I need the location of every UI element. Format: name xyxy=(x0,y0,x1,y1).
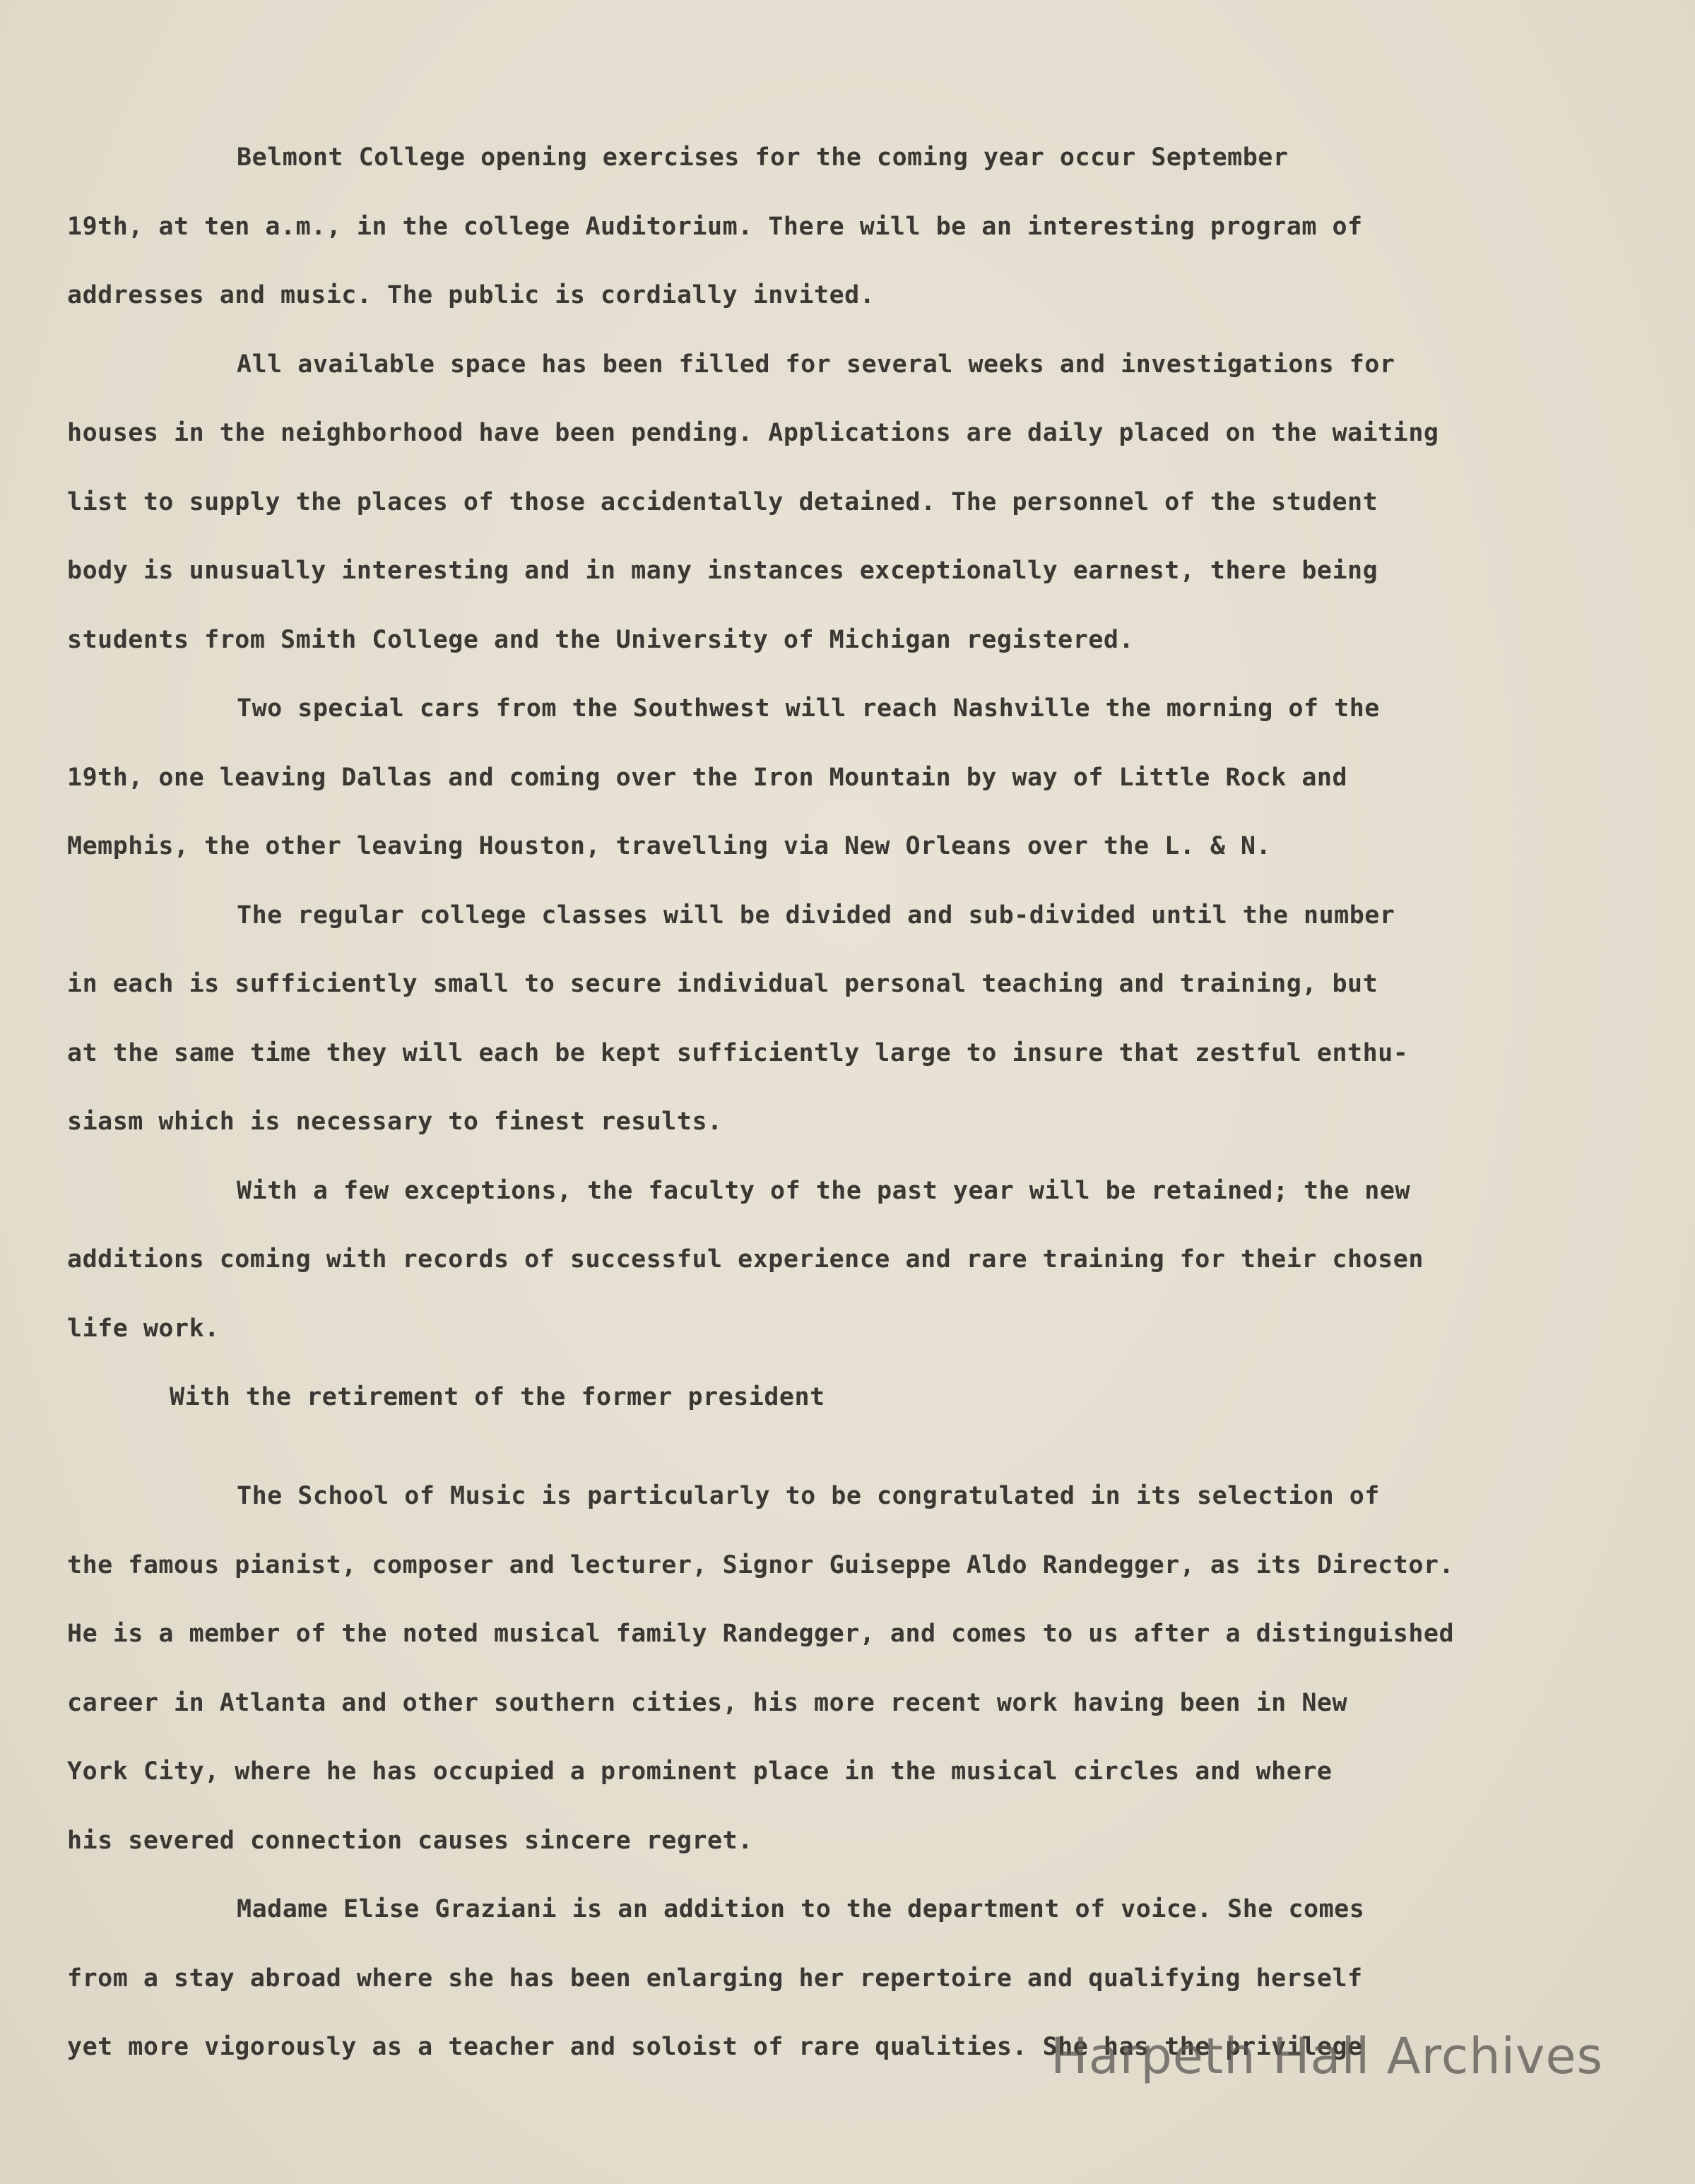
text-line: in each is sufficiently small to secure individual personal teaching and training, but xyxy=(67,970,1378,998)
text-line: The regular college classes will be divided and sub-divided until the number xyxy=(237,901,1395,930)
text-line: at the same time they will each be kept sufficiently large to insure that zestful enthu- xyxy=(67,1038,1409,1067)
text-line: Two special cars from the Southwest will reach Nashville the morning of the xyxy=(237,694,1380,723)
text-line: body is unusually interesting and in many instances exceptionally earnest, there being xyxy=(67,557,1378,585)
text-line: With a few exceptions, the faculty of the past year will be retained; the new xyxy=(237,1176,1411,1205)
text-line: his severed connection causes sincere regret. xyxy=(67,1826,753,1855)
text-line: All available space has been filled for several weeks and investigations for xyxy=(237,350,1395,379)
text-line: siasm which is necessary to finest results. xyxy=(67,1108,723,1136)
text-line: 19th, one leaving Dallas and coming over the Iron Mountain by way of Little Rock and xyxy=(67,763,1348,792)
archive-watermark: Harpeth Hall Archives xyxy=(1051,2027,1603,2085)
text-line: He is a member of the noted musical family Randegger, and comes to us after a distinguished xyxy=(67,1620,1455,1648)
text-line: houses in the neighborhood have been pending. Applications are daily placed on the waiting xyxy=(67,419,1439,447)
text-line: Memphis, the other leaving Houston, travelling via New Orleans over the L. & N. xyxy=(67,832,1272,860)
text-line: additions coming with records of successful experience and rare training for their chosen xyxy=(67,1245,1424,1274)
text-line: Belmont College opening exercises for the coming year occur September xyxy=(237,143,1289,172)
text-line: 19th, at ten a.m., in the college Auditorium. There will be an interesting program of xyxy=(67,212,1363,241)
text-line: the famous pianist, composer and lecturer, Signor Guiseppe Aldo Randegger, as its Director. xyxy=(67,1550,1455,1579)
text-line: students from Smith College and the University of Michigan registered. xyxy=(67,625,1135,654)
text-line: list to supply the places of those accidentally detained. The personnel of the student xyxy=(67,487,1378,516)
text-line: career in Atlanta and other southern cities, his more recent work having been in New xyxy=(67,1688,1348,1717)
text-line: With the retirement of the former president xyxy=(170,1383,825,1411)
text-line: York City, where he has occupied a prominent place in the musical circles and where xyxy=(67,1757,1333,1786)
text-line: The School of Music is particularly to be congratulated in its selection of xyxy=(237,1482,1380,1510)
text-line: from a stay abroad where she has been enlarging her repertoire and qualifying herself xyxy=(67,1964,1363,1993)
text-line: yet more vigorously as a teacher and soloist of rare qualities. She has the privilege xyxy=(67,2033,1363,2061)
typed-text-block-2 xyxy=(67,1462,1650,2082)
typed-text-block-1 xyxy=(67,124,1650,1432)
text-line: life work. xyxy=(67,1314,220,1343)
text-line: addresses and music. The public is cordially invited. xyxy=(67,281,875,309)
text-line: Madame Elise Graziani is an addition to the department of voice. She comes xyxy=(237,1895,1365,1923)
